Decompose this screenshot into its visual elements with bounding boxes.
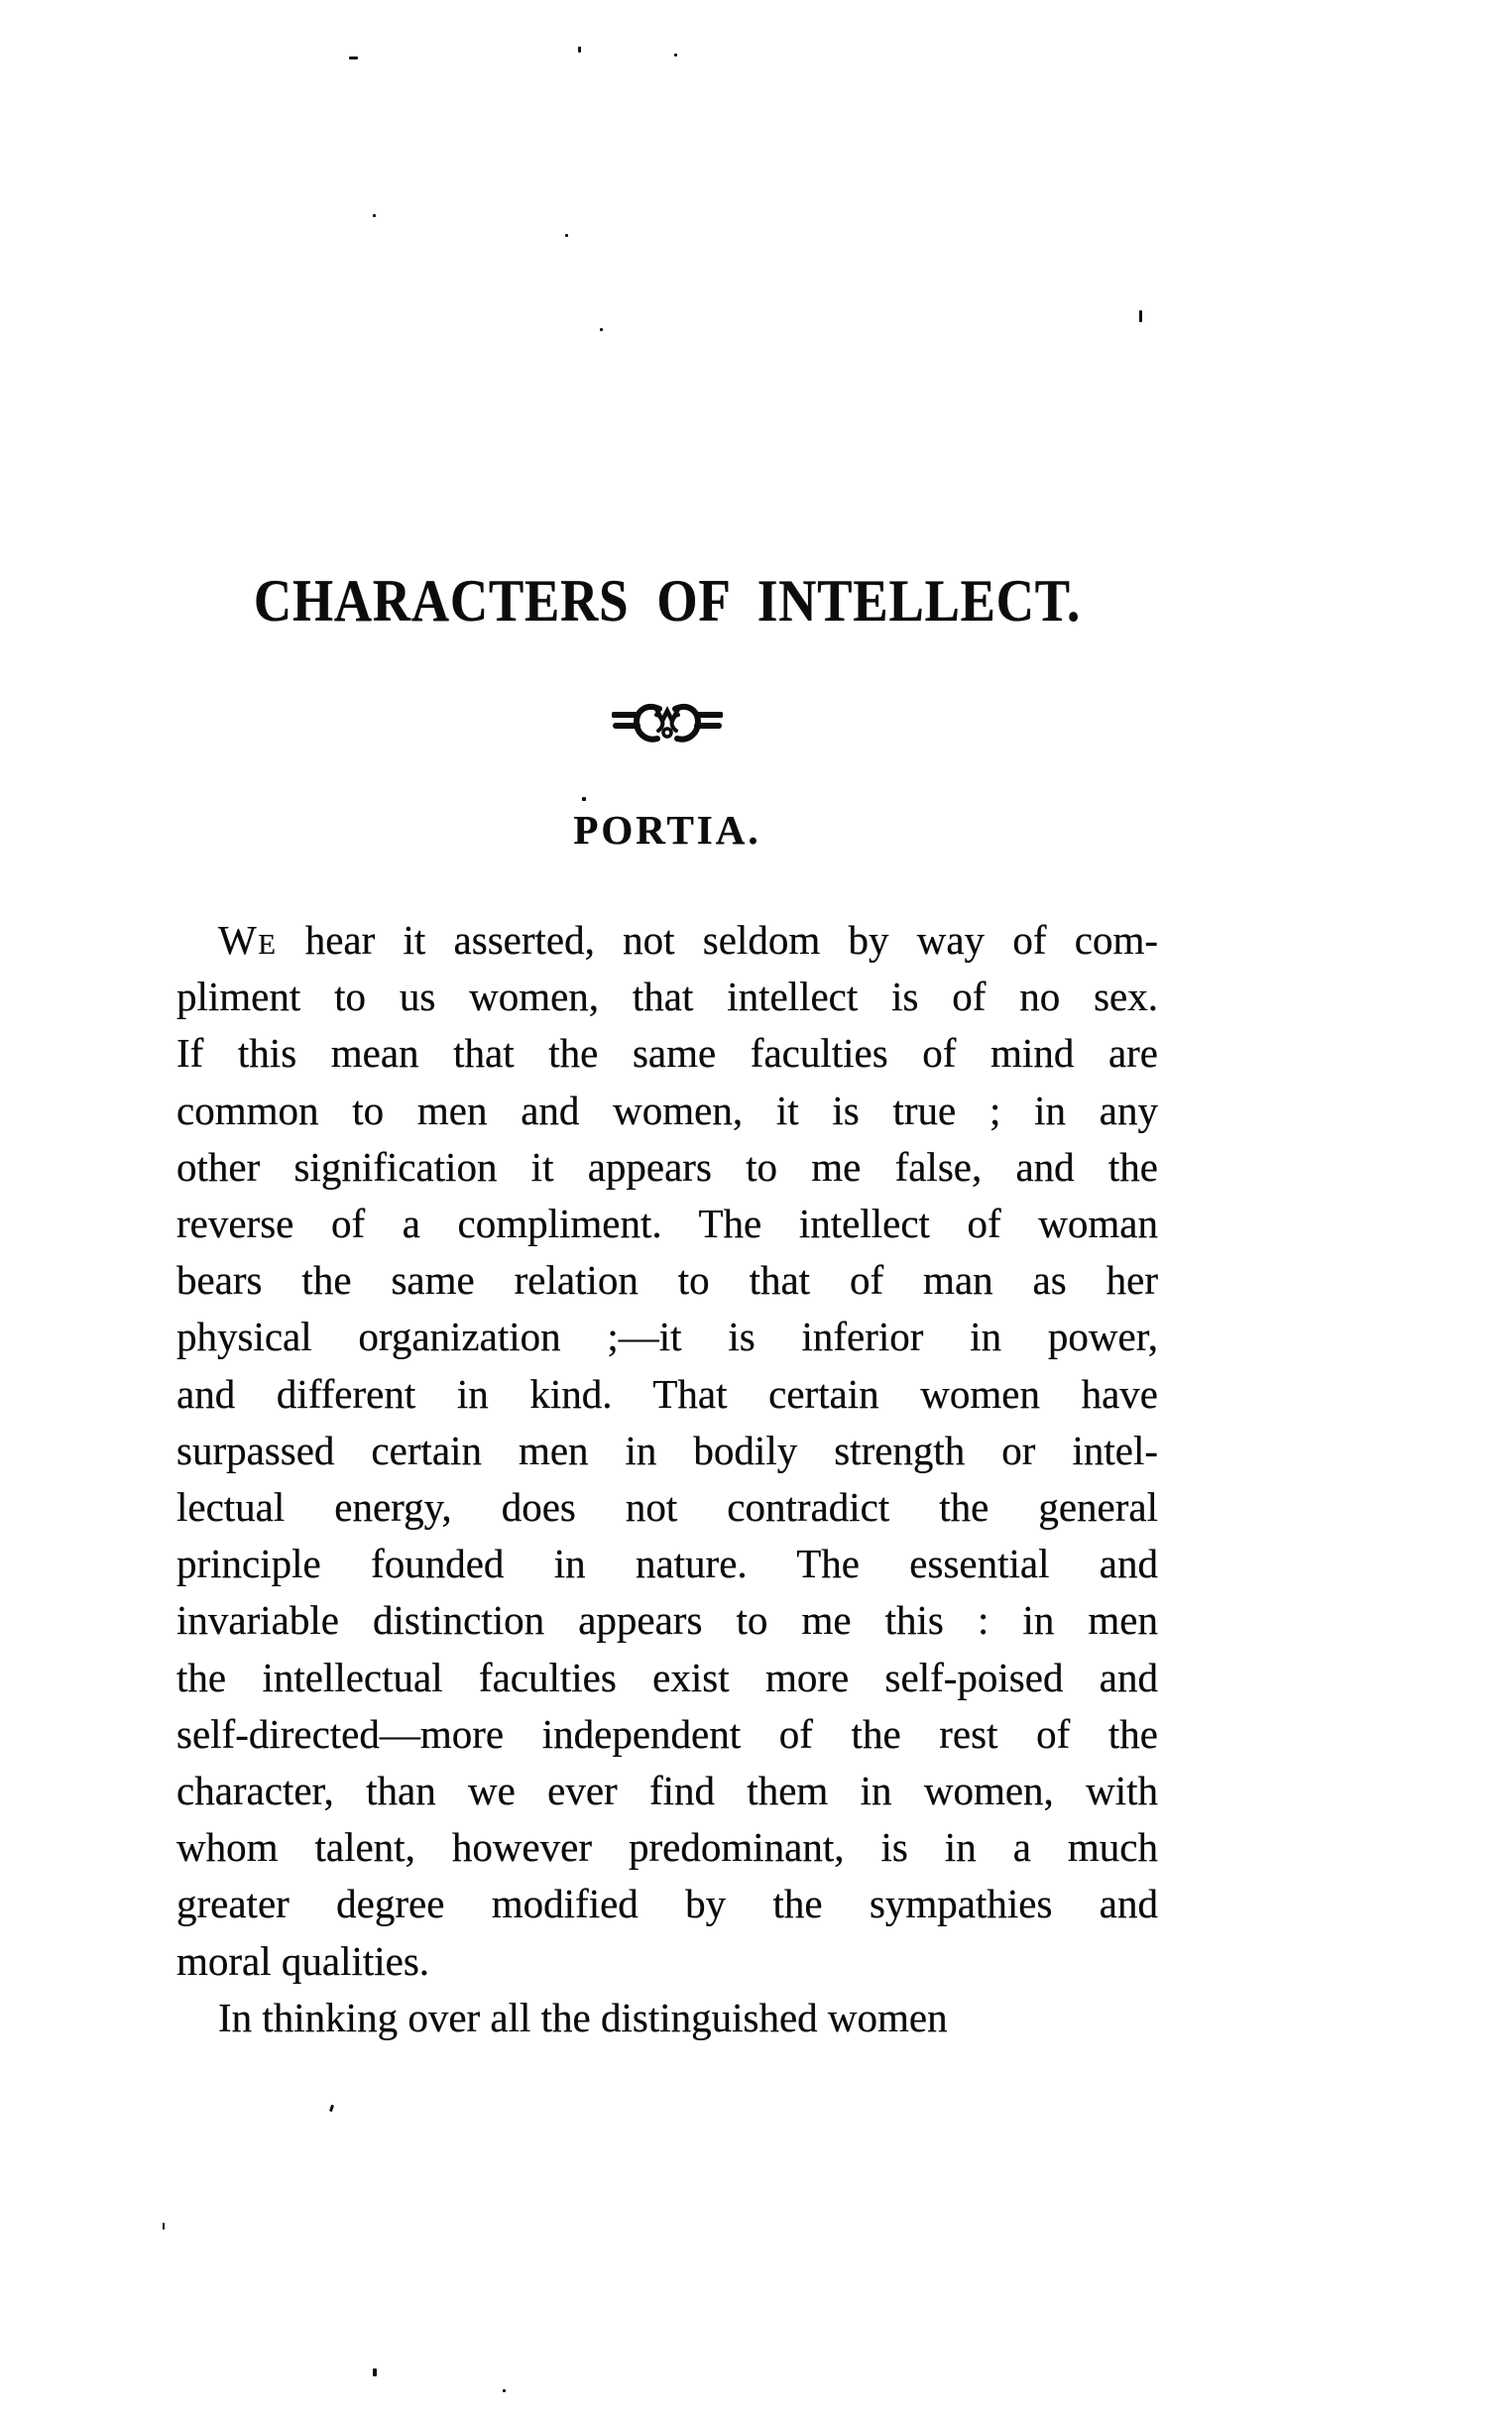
- text-line: pliment to us women, that intellect is of no sex.: [176, 974, 1158, 1020]
- scan-speck: [503, 2389, 506, 2392]
- fleuron-scroll-icon: [612, 702, 723, 744]
- text-line: and different in kind. That certain women have: [176, 1370, 1158, 1417]
- text-line-rest: hear it asserted, not seldom by way of com-: [277, 917, 1158, 963]
- text-line: other signification it appears to me false, and the: [176, 1143, 1158, 1190]
- scan-speck: [373, 214, 376, 217]
- scan-speck: [373, 2368, 377, 2376]
- text-line: invariable distinction appears to me this : in men: [176, 1597, 1158, 1644]
- scan-speck: [674, 54, 677, 57]
- text-line: [176, 912, 1158, 969]
- scan-speck: [600, 328, 603, 331]
- text-line: self-directed—more independent of the rest of the: [176, 1710, 1158, 1757]
- chapter-title: CHARACTERS OF INTELLECT.: [253, 568, 1082, 634]
- text-line: common to men and women, it is true ; in any: [176, 1087, 1158, 1133]
- scan-speck: [578, 47, 581, 53]
- text-line: lectual energy, does not contradict the general: [176, 1484, 1158, 1531]
- text-line: reverse of a compliment. The intellect of woman: [176, 1201, 1158, 1247]
- body-text: [176, 912, 1158, 2046]
- fleuron-ornament: [176, 702, 1158, 744]
- text-line: character, than we ever find them in women, with: [176, 1768, 1158, 1814]
- text-line: whom talent, however predominant, is in a much: [176, 1824, 1158, 1871]
- scan-speck: [329, 2105, 334, 2113]
- text-line: In thinking over all the distinguished women: [218, 1994, 948, 2040]
- text-line: moral qualities.: [176, 1937, 430, 1984]
- text-line: If this mean that the same faculties of mind are: [176, 1030, 1158, 1077]
- section-heading: PORTIA.: [573, 807, 761, 853]
- text-line: surpassed certain men in bodily strength or intel-: [176, 1427, 1158, 1473]
- scan-speck: [349, 57, 358, 59]
- text-line: greater degree modified by the sympathies and: [176, 1881, 1158, 1927]
- text-line: physical organization ;—it is inferior in power,: [176, 1314, 1158, 1360]
- text-line: bears the same relation to that of man as her: [176, 1257, 1158, 1304]
- scan-speck: [565, 234, 568, 237]
- scan-speck: [582, 797, 586, 801]
- lead-word-smallcaps: We: [218, 917, 278, 963]
- scan-speck: [163, 2223, 165, 2230]
- scan-speck: [1139, 310, 1142, 322]
- text-line: principle founded in nature. The essential and: [176, 1541, 1158, 1587]
- text-line: the intellectual faculties exist more self-poised and: [176, 1654, 1158, 1700]
